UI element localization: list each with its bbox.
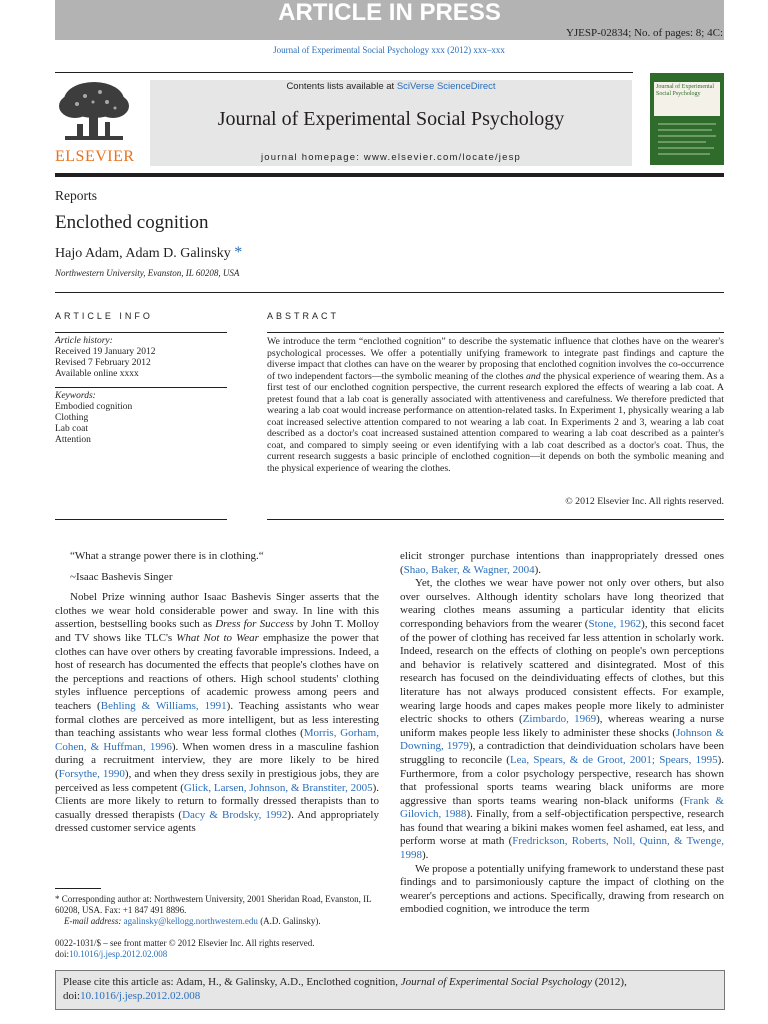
body-right-column (400, 550, 724, 917)
epigraph-quote: “What a strange power there is in clothing.“ (70, 550, 264, 562)
text: ), a contradiction that deindividuation scholars have been struggling to reconcile ( (400, 740, 724, 766)
author-line (55, 244, 242, 262)
text: by John T. Molloy and TV shows like TLC's (55, 618, 379, 644)
citation-link[interactable]: Forsythe, 1990 (58, 767, 125, 780)
doi-link[interactable]: 10.1016/j.jesp.2012.02.008 (69, 949, 168, 959)
article-history (55, 336, 227, 380)
keyword: Attention (55, 435, 91, 445)
keywords (55, 391, 227, 446)
text: ), and when they dress sexily in prestigious jobs, they are perceived as less competent ( (55, 767, 380, 794)
authors: Hajo Adam, Adam D. Galinsky (55, 246, 231, 261)
body-paragraph (400, 550, 724, 577)
contents-prefix: Contents lists available at (286, 81, 397, 92)
divider (55, 519, 227, 520)
header-bottom-rule (55, 173, 724, 177)
abstract-part: We introduce the term “enclothed cognition” to describe the systematic influence that clothes have on the wearer's psychological processes. We offer a potentially unifying framework to integrate past findings and capture the diverse impact that clothes can have on the wearer by proposing that enclothed cognition involves the co-occurrence of two independent factors—the symbolic meaning of the clothes (267, 336, 724, 382)
email-label: E-mail address: (64, 916, 124, 926)
revised-date: Revised 7 February 2012 (55, 358, 151, 368)
body-paragraph: We propose a potentially unifying framework to understand these past findings and to parsimoniously capture the impact of clothing on the wearer's perceptions and actions. Specifically, drawing from research on embodied cognition, we introduce the term (400, 862, 724, 916)
citation-link[interactable]: Glick, Larsen, Johnson, & Branstiter, 2005 (183, 781, 373, 794)
corresponding-author-link[interactable]: * (234, 244, 243, 261)
history-label: Article history: (55, 336, 113, 346)
citation-link[interactable]: Behling & Williams, 1991 (100, 699, 227, 712)
keywords-label: Keywords: (55, 391, 96, 401)
epigraph-author: ~Isaac Bashevis Singer (70, 570, 173, 583)
text: ). And appropriately dressed customer service agents (55, 808, 379, 835)
text-italic: Dress for Success (215, 618, 294, 631)
divider (55, 292, 724, 293)
abstract-text (267, 336, 724, 475)
footnote (55, 894, 385, 927)
online-date: Available online xxxx (55, 369, 139, 379)
text: ). (422, 849, 429, 862)
divider (55, 387, 227, 388)
citation-link[interactable]: Johnson & Downing, 1979 (400, 726, 724, 753)
citation-journal: Journal of Experimental Social Psychology (400, 976, 593, 988)
abstract-heading: ABSTRACT (267, 311, 340, 321)
header-top-rule (55, 72, 633, 73)
affiliation: Northwestern University, Evanston, IL 60208, USA (55, 268, 240, 278)
text: ). (534, 563, 542, 576)
text: Nobel Prize winning author Isaac Bashevis Singer asserts that the clothes we wear hold considerable power and sway. In line with this assertion, bestselling books such as (55, 591, 379, 631)
divider (267, 332, 724, 333)
issn-line: 0022-1031/$ – see front matter © 2012 Elsevier Inc. All rights reserved. (55, 938, 315, 948)
text: ). Furthermore, from a color psychology perspective, research has shown that professional sports teams wearing black uniforms are more aggressive than sports teams wearing non-black uniforms ( (400, 753, 725, 807)
text: elicit stronger purchase intentions than inappropriately dressed ones ( (400, 550, 724, 576)
text: ). Clients are more likely to return to formally dressed therapists than to casually dressed therapists ( (55, 781, 380, 821)
citation-text (63, 975, 718, 1003)
sciverse-link[interactable]: SciVerse ScienceDirect (396, 81, 496, 92)
email-link[interactable]: agalinsky@kellogg.northwestern.edu (123, 916, 258, 926)
doi-line (55, 949, 385, 960)
text: ), whereas wearing a nurse uniform makes people less likely to administer these shocks ( (400, 713, 724, 739)
article-code: YJESP-02834; No. of pages: 8; 4C: (565, 27, 723, 39)
contents-line (150, 81, 632, 92)
section-label: Reports (55, 188, 97, 203)
journal-reference-link[interactable]: Journal of Experimental Social Psychology xxx (2012) xxx–xxx (273, 45, 505, 55)
doi-label: doi: (55, 949, 70, 959)
body-left-column (55, 550, 379, 836)
elsevier-tree-logo (55, 78, 133, 148)
cover-title: Journal of Experimental Social Psychology (656, 84, 714, 97)
footnote-rule (55, 888, 101, 889)
keyword: Lab coat (55, 424, 88, 434)
citation-year: (2012), doi: (63, 976, 627, 1002)
citation-link[interactable]: Fredrickson, Roberts, Noll, Quinn, & Twenge, 1998 (400, 835, 724, 862)
citation-link[interactable]: Stone, 1962 (588, 617, 642, 630)
received-date: Received 19 January 2012 (55, 347, 156, 357)
text: ). When women dress in a masculine fashion during a recruitment interview, they are more likely to be hired ( (55, 740, 379, 780)
divider (55, 332, 227, 333)
email-line (55, 916, 385, 927)
text: ). Teaching assistants who wear formal clothes are perceived as more intelligent, but as less interesting than teaching assistants who wear less formal clothes ( (55, 699, 380, 740)
abstract-part: the physical experience of wearing them. As a first test of our enclothed cognition perspective, the current research explored the effects of wearing a lab coat. A pretest found that a lab coat is generally associated with attentiveness and carefulness. We therefore predicted that wearing a lab coat would increase performance on attention-related tasks. In Experiment 1, physically wearing a lab coat increased selective attention compared to not wearing a lab coat. In Experiments 2 and 3, wearing a lab coat described as a doctor's coat increased sustained attention compared to wearing a lab coat described as a painter's coat, and compared to simply seeing or even identifying with a lab coat described as a doctor's coat. Thus, the current research suggests a basic principle of enclothed cognition—it depends on both the symbolic meaning and the physical experience of wearing the clothes. (267, 370, 724, 475)
text: emphasize the power that clothes can have over others by creating favorable impressions. Indeed, a host of research has documented the effects that people's clothes have on the perceptions and reactions of others. High school students' clothing styles influence perceptions of academic prowess among peers and teachers ( (55, 631, 379, 712)
article-info-heading: ARTICLE INFO (55, 311, 153, 321)
citation-link[interactable]: Shao, Baker, & Wagner, 2004 (403, 563, 535, 576)
journal-name: Journal of Experimental Social Psychology (217, 108, 565, 130)
abstract-emphasis: and (525, 370, 541, 382)
corresponding-author-note: * Corresponding author at: Northwestern University, 2001 Sheridan Road, Evanston, IL 60208, USA. Fax: +1 847 491 8896. (55, 894, 372, 915)
citation-link[interactable]: Zimbardo, 1969 (522, 713, 597, 726)
article-title: Enclothed cognition (55, 212, 209, 233)
journal-homepage[interactable]: journal homepage: www.elsevier.com/locate/jesp (260, 152, 522, 163)
citation-link[interactable]: Frank & Gilovich, 1988 (400, 794, 724, 821)
text: Yet, the clothes we wear have power not only over others, but also over ourselves. Although identity scholars have long theorized that wearing clothes means assuming a particular identity that elicits corresponding behaviors from the wearer ( (400, 577, 724, 630)
text: ). Finally, from a self-objectification perspective, research has found that wearing a bikini makes women feel ashamed, eat less, and perform worse at math ( (400, 808, 724, 848)
copyright: © 2012 Elsevier Inc. All rights reserved. (565, 496, 724, 507)
citation-link[interactable]: Morris, Gorham, Cohen, & Huffman, 1996 (55, 727, 379, 753)
citation-doi-link[interactable]: 10.1016/j.jesp.2012.02.008 (80, 990, 201, 1002)
keyword: Clothing (55, 413, 89, 423)
citation-link[interactable]: Dacy & Brodsky, 1992 (182, 808, 288, 821)
body-paragraph (55, 591, 379, 836)
body-paragraph (400, 577, 724, 862)
keyword: Embodied cognition (55, 402, 133, 412)
divider (267, 519, 724, 520)
cover-contents-pattern (656, 120, 718, 160)
article-in-press-label: ARTICLE IN PRESS (278, 0, 501, 26)
text: ), this second facet of the power of clothing has received far less attention in scholarly work. Indeed, research on the effects of clothing on people's own perceptions and behavior is relatively scattered and disintegrated. Most of this research has focused on the deindividuating effects of clothes, but this literature has not always produced consistent effects. For example, wearing large hoods and capes makes people more likely to administer electric shocks to others ( (400, 617, 724, 726)
citation-link[interactable]: Lea, Spears, & de Groot, 2001; Spears, 1995 (509, 753, 718, 766)
email-suffix: (A.D. Galinsky). (257, 916, 321, 926)
front-matter (55, 938, 385, 960)
elsevier-wordmark: ELSEVIER (55, 148, 135, 165)
citation-prefix: Please cite this article as: Adam, H., & Galinsky, A.D., Enclothed cognition, (63, 976, 401, 988)
text-italic: What Not to Wear (176, 631, 259, 644)
